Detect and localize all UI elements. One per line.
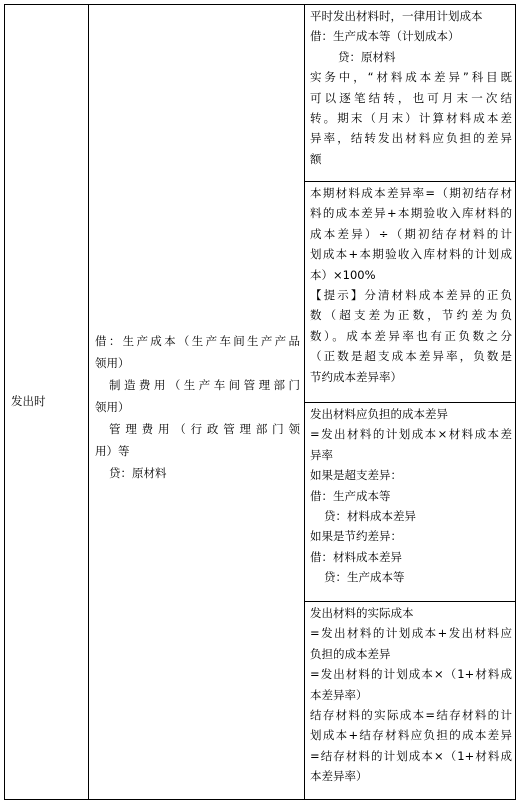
section-actual-cost xyxy=(305,602,515,799)
entry-line: 借：生产成本（生产车间生产产品 xyxy=(95,334,300,348)
section-line: 可以逐笔结转，也可月末一次结 xyxy=(310,90,512,105)
section-line: 料的成本差异+本期验收入库材料的 xyxy=(310,206,512,221)
section-planned-cost xyxy=(305,5,515,182)
section-line: =结存材料的计划成本×（1+材料成 xyxy=(310,748,512,763)
entry-line: 制造费用（生产车间管理部门 xyxy=(109,378,300,392)
section-line: 贷：原材料 xyxy=(338,49,396,64)
row-label: 发出时 xyxy=(11,394,46,408)
section-line: 异率 xyxy=(310,447,333,462)
entry-line: 管理费用（行政管理部门领 xyxy=(109,422,300,436)
section-line: 本差异率） xyxy=(310,769,368,784)
section-line: 【提示】分清材料成本差异的正负 xyxy=(310,288,512,303)
section-line: 额 xyxy=(310,151,322,166)
section-line: =发出材料的计划成本×（1+材料成 xyxy=(310,667,512,682)
section-line: 负担的成本差异 xyxy=(310,646,391,661)
section-line: =发出材料的计划成本×材料成本差 xyxy=(310,427,512,442)
section-line: 本差异率） xyxy=(310,687,368,702)
section-line: 划成本+本期验收入库材料的计划成 xyxy=(310,247,512,262)
label-column xyxy=(5,5,89,799)
section-line: 数）。成本差异率也有正负数之分 xyxy=(310,328,512,343)
section-line: 贷：材料成本差异 xyxy=(324,509,416,524)
section-line: 平时发出材料时，一律用计划成本 xyxy=(310,9,483,23)
section-line: 借：材料成本差异 xyxy=(310,549,402,564)
accounting-table xyxy=(4,4,516,800)
section-line: 异率，结转发出材料应负担的差异 xyxy=(310,131,512,146)
section-line: 转。期末（月末）计算材料成本差 xyxy=(310,111,512,126)
section-variance-rate xyxy=(305,182,515,403)
section-line: 发出材料应负担的成本差异 xyxy=(310,407,448,421)
section-line: 发出材料的实际成本 xyxy=(310,606,414,620)
section-line: （正数是超支成本差异率，负数是 xyxy=(310,349,512,364)
section-line: 数（超支差为正数，节约差为负 xyxy=(310,308,512,323)
section-line: 实务中，“材料成本差异”科目既 xyxy=(310,70,512,85)
section-line: 本）×100% xyxy=(310,267,376,282)
section-line: 借：生产成本等 xyxy=(310,488,391,503)
section-line: 本期材料成本差异率=（期初结存材 xyxy=(310,186,512,200)
section-line: 划成本+结存材料应负担的成本差异 xyxy=(310,728,512,743)
section-line: 如果是节约差异： xyxy=(310,529,402,544)
entry-line: 用）等 xyxy=(95,444,130,458)
section-line: 结存材料的实际成本=结存材料的计 xyxy=(310,708,512,723)
entry-line: 领用） xyxy=(95,400,130,414)
section-line: 成本差异）÷（期初结存材料的计 xyxy=(310,226,512,241)
section-line: 如果是超支差异： xyxy=(310,468,402,483)
entry-line: 领用） xyxy=(95,356,130,370)
section-line: =发出材料的计划成本+发出材料应 xyxy=(310,626,512,641)
section-line: 借：生产成本等（计划成本） xyxy=(310,29,460,44)
section-line: 贷：生产成本等 xyxy=(324,570,405,585)
journal-entry xyxy=(95,330,300,484)
section-allocated-variance xyxy=(305,403,515,602)
explanation-column xyxy=(305,5,515,799)
journal-entry-column xyxy=(89,5,305,799)
entry-line: 贷：原材料 xyxy=(109,466,167,480)
section-line: 节约成本差异率） xyxy=(310,369,402,384)
